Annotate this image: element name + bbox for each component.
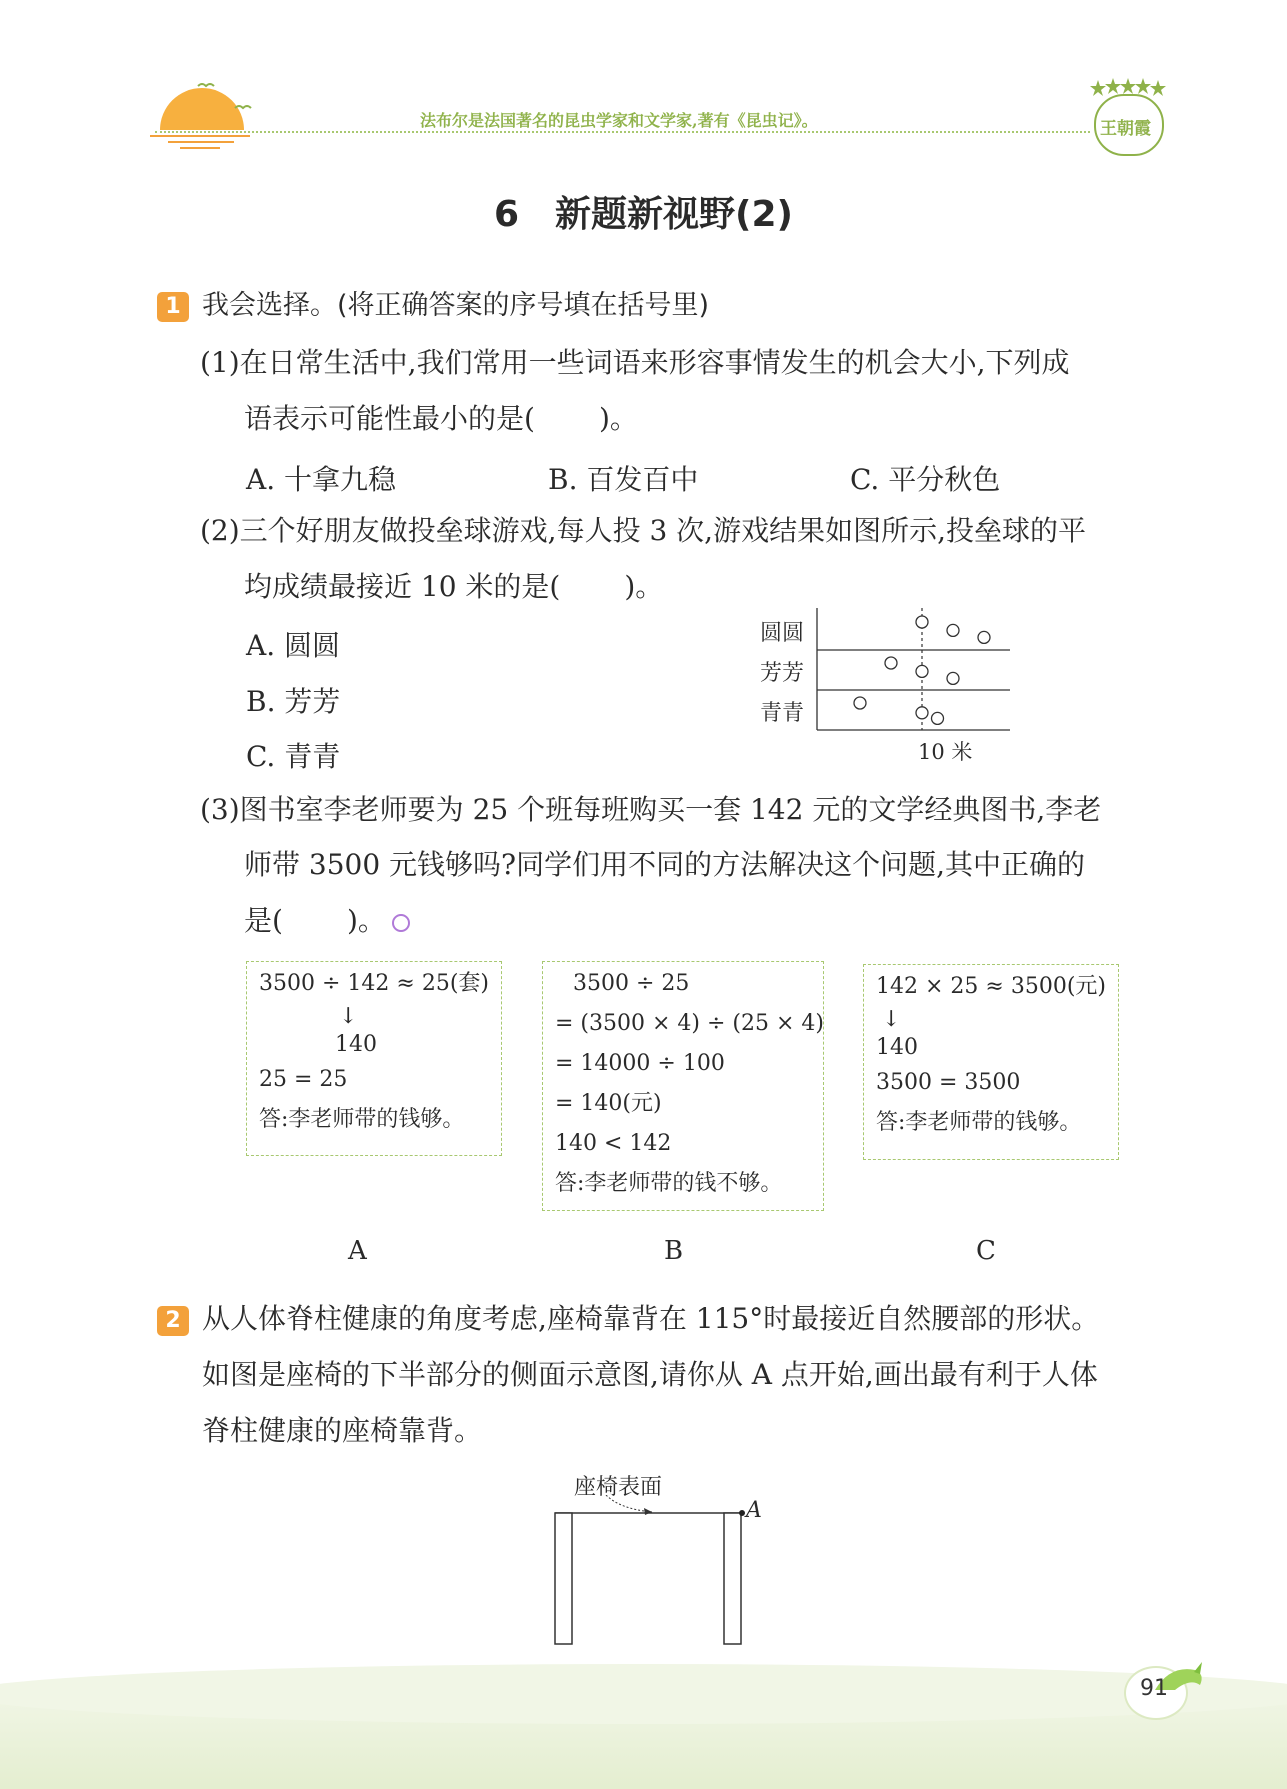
throw-point-2-1 bbox=[885, 657, 897, 669]
section-1-badge: 1 bbox=[157, 292, 189, 322]
box-a-answer: 答:李老师带的钱够。 bbox=[259, 1107, 465, 1132]
box-b-line-2: = (3500 × 4) ÷ (25 × 4) bbox=[555, 1011, 824, 1036]
point-a-label: A bbox=[746, 1498, 762, 1523]
q3-line3 bbox=[244, 904, 410, 938]
throw-point-3-1 bbox=[854, 697, 866, 709]
chart-row-label-qingqing: 青青 bbox=[760, 701, 805, 726]
chart-row-label-yuanyuan: 圆圆 bbox=[760, 621, 805, 646]
box-b-line-3: = 14000 ÷ 100 bbox=[555, 1051, 725, 1076]
q1-option-c: C. 平分秋色 bbox=[850, 463, 1001, 496]
chart-row-label-fangfang: 芳芳 bbox=[760, 661, 805, 686]
section-2-line1: 从人体脊柱健康的角度考虑,座椅靠背在 115°时最接近自然腰部的形状。 bbox=[202, 1302, 1100, 1335]
throw-point-3-2 bbox=[916, 707, 928, 719]
solution-box-a bbox=[246, 961, 502, 1156]
hint-icon bbox=[392, 914, 410, 932]
q1-option-a: A. 十拿九稳 bbox=[246, 463, 397, 496]
box-a-line-3: 25 = 25 bbox=[259, 1067, 348, 1092]
solution-box-c bbox=[863, 964, 1119, 1160]
q2-line2 bbox=[244, 570, 663, 604]
footer-wave bbox=[0, 1664, 1287, 1724]
box-a-arrow: ↓ bbox=[339, 1004, 358, 1029]
box-b-line-1: 3500 ÷ 25 bbox=[573, 971, 690, 996]
section-2-badge: 2 bbox=[157, 1306, 189, 1336]
box-label-a: A bbox=[348, 1236, 367, 1266]
publisher-logo bbox=[1088, 78, 1168, 158]
box-label-c: C bbox=[976, 1236, 996, 1266]
throw-point-1-1 bbox=[916, 616, 928, 628]
box-b-line-5: 140 < 142 bbox=[555, 1131, 672, 1156]
box-c-line-2: 140 bbox=[876, 1035, 918, 1060]
box-c-line-1: 142 × 25 ≈ 3500(元) bbox=[876, 974, 1106, 999]
q3-line3-a: 是( bbox=[244, 904, 283, 937]
section-1-heading: 我会选择。(将正确答案的序号填在括号里) bbox=[202, 290, 710, 321]
q2-line2-b: )。 bbox=[624, 570, 664, 603]
box-c-answer: 答:李老师带的钱够。 bbox=[876, 1110, 1082, 1135]
box-c-line-3: 3500 = 3500 bbox=[876, 1070, 1021, 1095]
solution-box-b bbox=[542, 961, 824, 1211]
seat-surface-label: 座椅表面 bbox=[574, 1475, 663, 1500]
throw-point-2-3 bbox=[947, 672, 959, 684]
chair-front-leg bbox=[555, 1513, 572, 1644]
throw-point-1-3 bbox=[978, 631, 990, 643]
surface-pointer-head bbox=[644, 1508, 652, 1515]
q1-line1: (1)在日常生活中,我们常用一些词语来形容事情发生的机会大小,下列成 bbox=[200, 346, 1070, 379]
page-number: 91 bbox=[1140, 1676, 1168, 1701]
q1-line2-b: )。 bbox=[598, 402, 638, 435]
point-a-marker bbox=[739, 1510, 745, 1516]
q1-option-b: B. 百发百中 bbox=[548, 463, 699, 496]
q1-line2 bbox=[244, 402, 638, 436]
q1-line2-a: 语表示可能性最小的是( bbox=[244, 402, 535, 435]
q3-line2: 师带 3500 元钱够吗?同学们用不同的方法解决这个问题,其中正确的 bbox=[244, 848, 1085, 881]
box-c-arrow: ↓ bbox=[882, 1007, 901, 1032]
box-a-line-2: 140 bbox=[335, 1032, 377, 1057]
chart-x-label: 10 米 bbox=[918, 740, 973, 764]
box-a-line-1: 3500 ÷ 142 ≈ 25(套) bbox=[259, 971, 489, 996]
q2-line2-a: 均成绩最接近 10 米的是( bbox=[244, 570, 561, 603]
throw-point-1-2 bbox=[947, 624, 959, 636]
q3-line1: (3)图书室李老师要为 25 个班每班购买一套 142 元的文学经典图书,李老 bbox=[200, 793, 1102, 826]
throw-scatter-chart bbox=[810, 605, 1015, 735]
header-rule bbox=[155, 131, 1090, 133]
q2-option-b: B. 芳芳 bbox=[246, 685, 341, 718]
q2-option-c: C. 青青 bbox=[246, 740, 341, 773]
box-b-line-4: = 140(元) bbox=[555, 1091, 662, 1116]
q2-option-a: A. 圆圆 bbox=[246, 629, 341, 662]
throw-point-2-2 bbox=[916, 665, 928, 677]
section-2-line3: 脊柱健康的座椅靠背。 bbox=[202, 1414, 483, 1447]
section-2-line2: 如图是座椅的下半部分的侧面示意图,请你从 A 点开始,画出最有利于人体 bbox=[202, 1358, 1098, 1391]
header-tagline: 法布尔是法国著名的昆虫学家和文学家,著有《昆虫记》。 bbox=[420, 111, 818, 130]
box-label-b: B bbox=[664, 1236, 684, 1266]
chair-diagram[interactable] bbox=[540, 1495, 760, 1655]
box-b-answer: 答:李老师带的钱不够。 bbox=[555, 1171, 783, 1196]
q3-line3-b: )。 bbox=[346, 904, 386, 937]
header bbox=[0, 0, 1287, 160]
q2-line1: (2)三个好朋友做投垒球游戏,每人投 3 次,游戏结果如图所示,投垒球的平 bbox=[200, 514, 1086, 547]
sun-icon bbox=[150, 78, 260, 153]
throw-point-3-3 bbox=[932, 712, 944, 724]
chair-back-leg bbox=[724, 1513, 741, 1644]
logo-text: 王朝霞 bbox=[1100, 119, 1151, 139]
page-title: 6 新题新视野(2) bbox=[493, 194, 793, 235]
